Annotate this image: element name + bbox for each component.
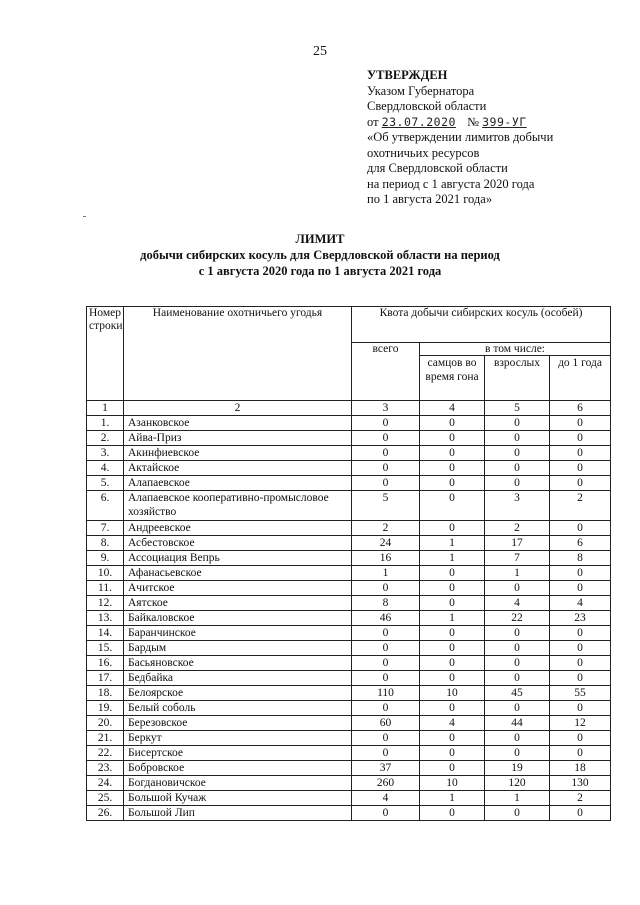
quota-males: 1 <box>420 551 485 566</box>
hunting-ground-name: Бисертское <box>124 746 352 761</box>
quota-males: 0 <box>420 671 485 686</box>
quota-young: 0 <box>550 461 611 476</box>
table-row <box>87 806 611 821</box>
row-number: 15. <box>87 641 124 656</box>
quota-males: 0 <box>420 416 485 431</box>
hunting-ground-name: Андреевское <box>124 521 352 536</box>
column-index-row <box>87 401 611 416</box>
header-row-number: Номер строки <box>87 307 124 401</box>
quota-young: 0 <box>550 806 611 821</box>
row-number: 19. <box>87 701 124 716</box>
decree-title-line: на период с 1 августа 2020 года <box>367 176 535 191</box>
quota-males: 10 <box>420 686 485 701</box>
hunting-ground-name: Большой Лип <box>124 806 352 821</box>
row-number: 11. <box>87 581 124 596</box>
row-number: 7. <box>87 521 124 536</box>
quota-adults: 0 <box>485 626 550 641</box>
quota-adults: 0 <box>485 671 550 686</box>
table-row <box>87 671 611 686</box>
row-number: 23. <box>87 761 124 776</box>
table-row <box>87 566 611 581</box>
quota-young: 2 <box>550 491 611 521</box>
quota-males: 4 <box>420 716 485 731</box>
quota-adults: 22 <box>485 611 550 626</box>
table-row <box>87 716 611 731</box>
quota-adults: 0 <box>485 641 550 656</box>
quota-total: 1 <box>352 566 420 581</box>
quota-adults: 0 <box>485 806 550 821</box>
table-row <box>87 491 611 521</box>
header-total: всего <box>352 343 420 401</box>
page-number: 25 <box>313 44 327 59</box>
quota-males: 0 <box>420 431 485 446</box>
table-row <box>87 731 611 746</box>
quota-males: 1 <box>420 791 485 806</box>
row-number: 6. <box>87 491 124 521</box>
quota-young: 23 <box>550 611 611 626</box>
quota-males: 0 <box>420 476 485 491</box>
quota-males: 0 <box>420 731 485 746</box>
decree-number: 399-УГ <box>482 114 527 129</box>
quota-young: 0 <box>550 431 611 446</box>
quota-young: 8 <box>550 551 611 566</box>
hunting-ground-name: Алапаевское <box>124 476 352 491</box>
quota-males: 0 <box>420 656 485 671</box>
number-label: № <box>467 114 479 129</box>
quota-males: 0 <box>420 521 485 536</box>
quota-table <box>86 306 611 821</box>
quota-males: 0 <box>420 761 485 776</box>
quota-males: 0 <box>420 626 485 641</box>
quota-total: 37 <box>352 761 420 776</box>
approval-region: Свердловской области <box>367 99 487 113</box>
title-subject: добычи сибирских косуль для Свердловской области на период <box>140 248 500 262</box>
quota-adults: 120 <box>485 776 550 791</box>
row-number: 25. <box>87 791 124 806</box>
quota-young: 18 <box>550 761 611 776</box>
quota-adults: 2 <box>485 521 550 536</box>
quota-young: 4 <box>550 596 611 611</box>
hunting-ground-name: Баранчинское <box>124 626 352 641</box>
quota-young: 12 <box>550 716 611 731</box>
quota-total: 0 <box>352 446 420 461</box>
quota-total: 0 <box>352 641 420 656</box>
quota-total: 5 <box>352 491 420 521</box>
quota-males: 0 <box>420 641 485 656</box>
hunting-ground-name: Бедбайка <box>124 671 352 686</box>
date-prefix: от <box>367 114 379 129</box>
approval-date-line <box>367 115 553 131</box>
hunting-ground-name: Богдановичское <box>124 776 352 791</box>
hunting-ground-name: Белоярское <box>124 686 352 701</box>
hunting-ground-name: Ачитское <box>124 581 352 596</box>
hunting-ground-name: Белый соболь <box>124 701 352 716</box>
table-row <box>87 746 611 761</box>
row-number: 26. <box>87 806 124 821</box>
hunting-ground-name: Айва-Приз <box>124 431 352 446</box>
row-number: 20. <box>87 716 124 731</box>
quota-adults: 17 <box>485 536 550 551</box>
quota-adults: 7 <box>485 551 550 566</box>
table-row <box>87 551 611 566</box>
quota-young: 0 <box>550 701 611 716</box>
table-row <box>87 656 611 671</box>
quota-young: 0 <box>550 416 611 431</box>
header-including: в том числе: <box>420 343 611 356</box>
row-number: 17. <box>87 671 124 686</box>
column-index: 4 <box>420 401 485 416</box>
quota-total: 0 <box>352 461 420 476</box>
quota-adults: 0 <box>485 581 550 596</box>
quota-adults: 0 <box>485 731 550 746</box>
row-number: 12. <box>87 596 124 611</box>
quota-total: 0 <box>352 581 420 596</box>
row-number: 13. <box>87 611 124 626</box>
table-row <box>87 626 611 641</box>
header-name: Наименование охотничьего угодья <box>124 307 352 401</box>
quota-young: 0 <box>550 746 611 761</box>
row-number: 5. <box>87 476 124 491</box>
quota-adults: 19 <box>485 761 550 776</box>
quota-total: 4 <box>352 791 420 806</box>
column-index: 1 <box>87 401 124 416</box>
decree-title-line: охотничьих ресурсов <box>367 145 480 160</box>
hunting-ground-name: Беркут <box>124 731 352 746</box>
hunting-ground-name: Басьяновское <box>124 656 352 671</box>
table-row <box>87 581 611 596</box>
quota-total: 0 <box>352 416 420 431</box>
quota-total: 0 <box>352 701 420 716</box>
column-index: 5 <box>485 401 550 416</box>
quota-adults: 3 <box>485 491 550 521</box>
document-title <box>0 231 640 279</box>
table-row <box>87 611 611 626</box>
hunting-ground-name: Алапаевское кооперативно-промысловое хозяйство <box>124 491 352 521</box>
header-adults: взрослых <box>485 356 550 401</box>
hunting-ground-name: Бардым <box>124 641 352 656</box>
table-row <box>87 776 611 791</box>
table-row <box>87 476 611 491</box>
table-row <box>87 536 611 551</box>
row-number: 18. <box>87 686 124 701</box>
quota-total: 260 <box>352 776 420 791</box>
row-number: 10. <box>87 566 124 581</box>
hunting-ground-name: Аятское <box>124 596 352 611</box>
row-number: 21. <box>87 731 124 746</box>
quota-adults: 45 <box>485 686 550 701</box>
quota-young: 6 <box>550 536 611 551</box>
quota-males: 0 <box>420 701 485 716</box>
quota-total: 0 <box>352 431 420 446</box>
row-number: 4. <box>87 461 124 476</box>
quota-young: 0 <box>550 731 611 746</box>
table-row <box>87 686 611 701</box>
column-index: 2 <box>124 401 352 416</box>
table-row <box>87 761 611 776</box>
quota-males: 0 <box>420 491 485 521</box>
quota-young: 0 <box>550 671 611 686</box>
quota-total: 0 <box>352 476 420 491</box>
approval-stamp <box>367 68 553 208</box>
hunting-ground-name: Бобровское <box>124 761 352 776</box>
quota-males: 1 <box>420 611 485 626</box>
hunting-ground-name: Асбестовское <box>124 536 352 551</box>
header-young: до 1 года <box>550 356 611 401</box>
quota-adults: 44 <box>485 716 550 731</box>
quota-males: 0 <box>420 461 485 476</box>
quota-adults: 0 <box>485 656 550 671</box>
row-number: 14. <box>87 626 124 641</box>
quota-total: 0 <box>352 806 420 821</box>
table-row <box>87 521 611 536</box>
row-number: 2. <box>87 431 124 446</box>
quota-total: 46 <box>352 611 420 626</box>
quota-males: 0 <box>420 566 485 581</box>
hunting-ground-name: Большой Кучаж <box>124 791 352 806</box>
quota-males: 0 <box>420 746 485 761</box>
row-number: 3. <box>87 446 124 461</box>
quota-adults: 0 <box>485 461 550 476</box>
column-index: 6 <box>550 401 611 416</box>
table-row <box>87 431 611 446</box>
quota-adults: 0 <box>485 701 550 716</box>
quota-total: 2 <box>352 521 420 536</box>
quota-young: 130 <box>550 776 611 791</box>
column-index: 3 <box>352 401 420 416</box>
quota-adults: 0 <box>485 431 550 446</box>
decree-date: 23.07.2020 <box>381 114 456 129</box>
hunting-ground-name: Байкаловское <box>124 611 352 626</box>
quota-total: 0 <box>352 746 420 761</box>
quota-males: 0 <box>420 596 485 611</box>
quota-adults: 1 <box>485 566 550 581</box>
quota-total: 0 <box>352 656 420 671</box>
header-males: самцов во время гона <box>420 356 485 401</box>
quota-young: 0 <box>550 641 611 656</box>
hunting-ground-name: Ассоциация Вепрь <box>124 551 352 566</box>
quota-adults: 1 <box>485 791 550 806</box>
quota-total: 0 <box>352 731 420 746</box>
table-row <box>87 791 611 806</box>
quota-males: 0 <box>420 806 485 821</box>
hunting-ground-name: Березовское <box>124 716 352 731</box>
hunting-ground-name: Афанасьевское <box>124 566 352 581</box>
row-number: 8. <box>87 536 124 551</box>
quota-total: 0 <box>352 671 420 686</box>
quota-total: 110 <box>352 686 420 701</box>
quota-adults: 0 <box>485 416 550 431</box>
header-quota: Квота добычи сибирских косуль (особей) <box>352 307 611 343</box>
quota-young: 0 <box>550 521 611 536</box>
margin-mark <box>83 216 86 217</box>
title-period: с 1 августа 2020 года по 1 августа 2021 года <box>198 264 442 278</box>
quota-total: 8 <box>352 596 420 611</box>
quota-males: 10 <box>420 776 485 791</box>
decree-title-line: для Свердловской области <box>367 161 508 175</box>
quota-total: 16 <box>352 551 420 566</box>
quota-young: 55 <box>550 686 611 701</box>
table-body <box>87 416 611 821</box>
quota-males: 0 <box>420 446 485 461</box>
table-row <box>87 596 611 611</box>
hunting-ground-name: Азанковское <box>124 416 352 431</box>
quota-males: 1 <box>420 536 485 551</box>
row-number: 22. <box>87 746 124 761</box>
quota-males: 0 <box>420 581 485 596</box>
quota-adults: 4 <box>485 596 550 611</box>
hunting-ground-name: Акинфиевское <box>124 446 352 461</box>
quota-total: 0 <box>352 626 420 641</box>
quota-young: 0 <box>550 656 611 671</box>
table-row <box>87 446 611 461</box>
row-number: 24. <box>87 776 124 791</box>
quota-adults: 0 <box>485 476 550 491</box>
quota-young: 2 <box>550 791 611 806</box>
quota-young: 0 <box>550 446 611 461</box>
decree-title-line: по 1 августа 2021 года» <box>367 192 493 206</box>
decree-title-line: «Об утверждении лимитов добычи <box>367 130 554 144</box>
quota-total: 24 <box>352 536 420 551</box>
approval-title: УТВЕРЖДЕН <box>367 68 448 82</box>
table-row <box>87 641 611 656</box>
hunting-ground-name: Актайское <box>124 461 352 476</box>
quota-young: 0 <box>550 566 611 581</box>
quota-young: 0 <box>550 476 611 491</box>
table-row <box>87 416 611 431</box>
quota-adults: 0 <box>485 446 550 461</box>
row-number: 9. <box>87 551 124 566</box>
quota-total: 60 <box>352 716 420 731</box>
quota-young: 0 <box>550 581 611 596</box>
table-row <box>87 701 611 716</box>
quota-adults: 0 <box>485 746 550 761</box>
row-number: 1. <box>87 416 124 431</box>
quota-young: 0 <box>550 626 611 641</box>
title-heading: ЛИМИТ <box>295 232 345 246</box>
approval-authority: Указом Губернатора <box>367 83 475 98</box>
row-number: 16. <box>87 656 124 671</box>
table-row <box>87 461 611 476</box>
